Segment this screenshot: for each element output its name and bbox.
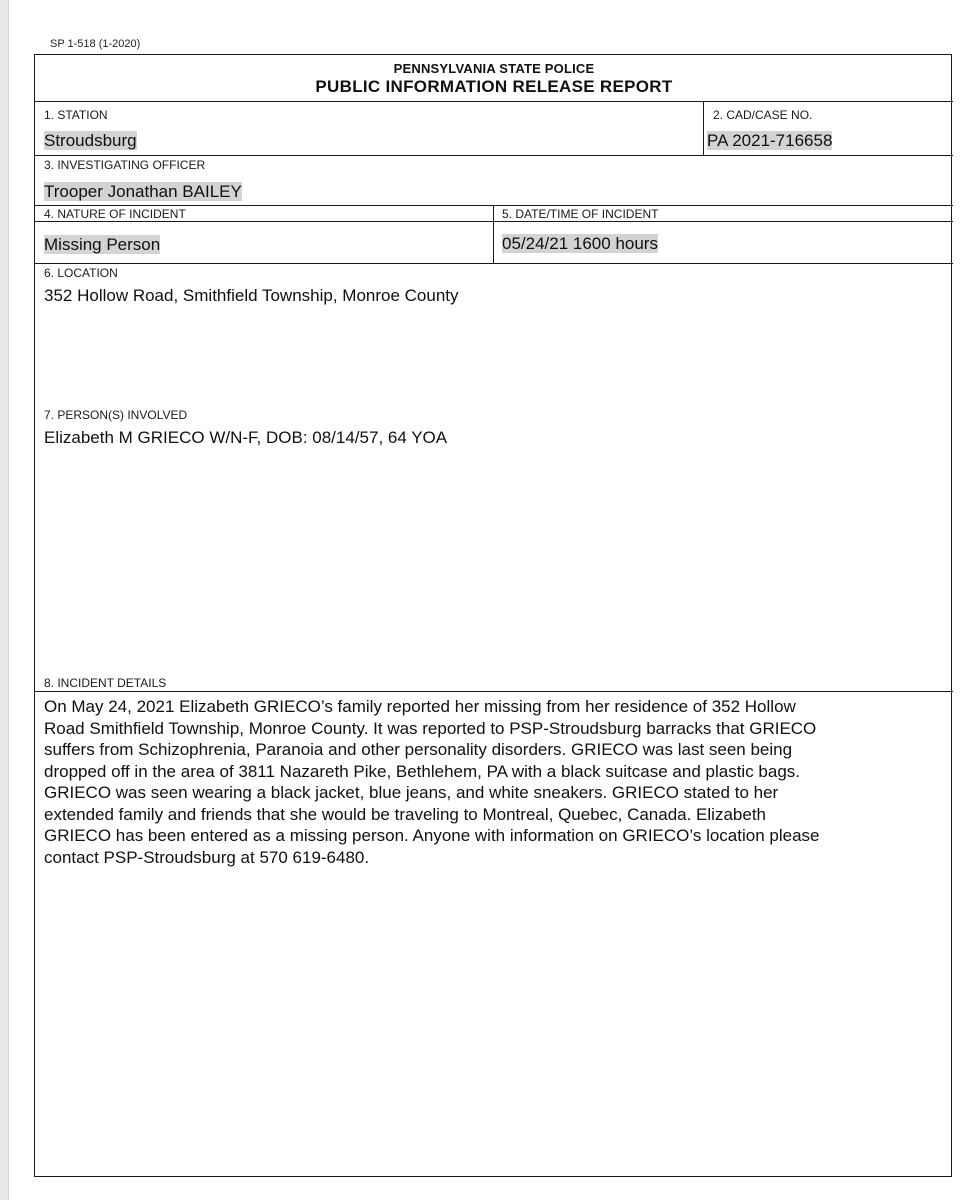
- details-line: Road Smithfield Township, Monroe County. It was reported to PSP-Stroudsburg barracks that GRIECO: [44, 718, 817, 738]
- case-no-value: [707, 131, 832, 151]
- officer-text: Trooper Jonathan BAILEY: [44, 182, 242, 201]
- persons-label: 7. PERSON(S) INVOLVED: [44, 408, 188, 422]
- divider-row3: [35, 263, 953, 264]
- divider-row2: [35, 205, 953, 206]
- officer-value: [44, 182, 242, 202]
- details-line: contact PSP-Stroudsburg at 570 619-6480.: [44, 847, 370, 867]
- divider-header: [35, 101, 953, 102]
- divider-col-datetime: [493, 205, 494, 263]
- details-line: GRIECO was seen wearing a black jacket, blue jeans, and white sneakers. GRIECO stated to her: [44, 783, 779, 802]
- agency-name: PENNSYLVANIA STATE POLICE: [393, 61, 595, 76]
- details-line: dropped off in the area of 3811 Nazareth Pike, Bethlehem, PA with a black suitcase and plastic bags.: [44, 761, 801, 781]
- details-text: [44, 696, 819, 868]
- nature-value: [44, 235, 160, 255]
- report-form: [34, 54, 952, 1177]
- nature-label: 4. NATURE OF INCIDENT: [44, 207, 186, 221]
- case-no-label: 2. CAD/CASE NO.: [713, 108, 813, 122]
- page-left-edge: [0, 0, 9, 1200]
- details-line: suffers from Schizophrenia, Paranoia and other personality disorders. GRIECO was last seen being: [44, 740, 793, 759]
- location-label: 6. LOCATION: [44, 266, 118, 280]
- form-code: SP 1-518 (1-2020): [50, 38, 141, 50]
- details-label: 8. INCIDENT DETAILS: [44, 676, 167, 690]
- divider-col-case: [703, 101, 704, 155]
- details-line: extended family and friends that she would be traveling to Montreal, Quebec, Canada. Elizabeth: [44, 804, 766, 824]
- divider-row3-label: [35, 221, 953, 222]
- location-value: 352 Hollow Road, Smithfield Township, Monroe County: [44, 286, 459, 305]
- datetime-value: [502, 234, 658, 254]
- case-no-text: PA 2021-716658: [707, 131, 833, 150]
- divider-details: [35, 691, 953, 692]
- report-title: PUBLIC INFORMATION RELEASE REPORT: [315, 77, 673, 96]
- nature-text: Missing Person: [44, 235, 161, 254]
- officer-label: 3. INVESTIGATING OFFICER: [44, 158, 206, 172]
- details-line: On May 24, 2021 Elizabeth GRIECO’s family reported her missing from her residence of 352 Hollow: [44, 697, 796, 716]
- divider-row1: [35, 155, 953, 156]
- persons-value: Elizabeth M GRIECO W/N-F, DOB: 08/14/57, 64 YOA: [44, 428, 448, 447]
- datetime-label: 5. DATE/TIME OF INCIDENT: [502, 207, 659, 221]
- station-text: Stroudsburg: [44, 131, 137, 150]
- station-label: 1. STATION: [44, 108, 108, 122]
- details-line: GRIECO has been entered as a missing person. Anyone with information on GRIECO’s location please: [44, 826, 820, 845]
- station-value: [44, 131, 137, 151]
- datetime-text: 05/24/21 1600 hours: [502, 234, 658, 253]
